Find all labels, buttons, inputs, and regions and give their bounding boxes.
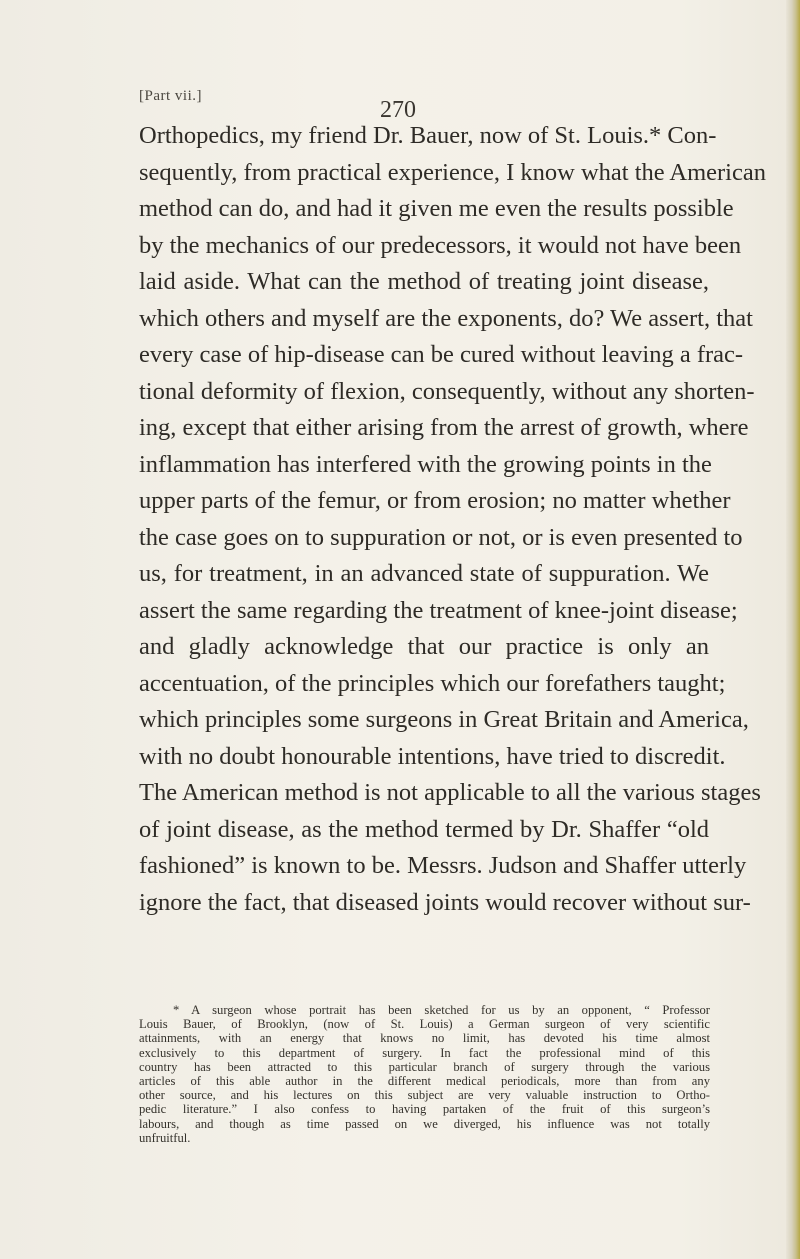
footnote-line: unfruitful. (139, 1130, 191, 1145)
body-line: the case goes on to suppuration or not, or is even presented to (139, 523, 743, 551)
body-line: by the mechanics of our predecessors, it would not have been (139, 231, 742, 259)
body-line: which others and myself are the exponents, do? We assert, that (139, 304, 753, 332)
body-line: laid aside. What can the method of treating joint disease, (139, 268, 709, 295)
body-line: tional deformity of flexion, consequently, without any shorten- (139, 377, 755, 405)
page-edge (786, 0, 800, 1259)
body-line: sequently, from practical experience, I know what the American (139, 158, 766, 186)
body-line: fashioned” is known to be. Messrs. Judson and Shaffer utterly (139, 852, 747, 879)
footnote-line: labours, and though as time passed on we diverged, his influence was not totally (139, 1116, 710, 1131)
footnote-line: attainments, with an energy that knows no limit, has devoted his time almost (139, 1031, 710, 1046)
body-line: every case of hip-disease can be cured without leaving a frac- (139, 341, 744, 368)
footnote-line: pedic literature.” I also confess to having partaken of the fruit of this surgeon’s (139, 1102, 710, 1117)
body-line: upper parts of the femur, or from erosion; no matter whether (139, 487, 731, 514)
footnote-line: exclusively to this department of surgery. In fact the professional mind of this (139, 1045, 710, 1060)
body-line: which principles some surgeons in Great Britain and America, (139, 706, 749, 733)
body-line: with no doubt honourable intentions, have tried to discredit. (139, 742, 726, 770)
body-line: and gladly acknowledge that our practice is only an (139, 633, 709, 660)
footnote-line: Louis Bauer, of Brooklyn, (now of St. Louis) a German surgeon of very scientific (139, 1017, 710, 1032)
body-line: of joint disease, as the method termed by Dr. Shaffer “old (139, 815, 709, 843)
body-line: ing, except that either arising from the arrest of growth, where (139, 414, 749, 441)
part-label: [Part vii.] (139, 88, 202, 104)
body-text (139, 118, 766, 921)
footnote-line: country has been attracted to this particular branch of surgery through the various (139, 1059, 710, 1074)
body-line: ignore the fact, that diseased joints would recover without sur- (139, 888, 751, 916)
body-line: accentuation, of the principles which our forefathers taught; (139, 669, 726, 697)
page-number: 270 (380, 97, 416, 123)
body-line: inflammation has interfered with the growing points in the (139, 450, 712, 478)
footnote-line: * A surgeon whose portrait has been sketched for us by an opponent, “ Professor (173, 1003, 710, 1017)
body-line: us, for treatment, in an advanced state of suppuration. We (139, 560, 709, 587)
footnote (139, 1003, 710, 1145)
body-line: The American method is not applicable to all the various stages (139, 779, 761, 806)
body-line: Orthopedics, my friend Dr. Bauer, now of St. Louis.* Con- (139, 122, 717, 149)
footnote-line: articles of this able author in the different medical periodicals, more than from any (139, 1073, 710, 1088)
body-line: assert the same regarding the treatment of knee-joint disease; (139, 596, 738, 624)
footnote-line: other source, and his lectures on this subject are very valuable instruction to Ortho- (139, 1088, 710, 1103)
body-line: method can do, and had it given me even the results possible (139, 195, 734, 222)
